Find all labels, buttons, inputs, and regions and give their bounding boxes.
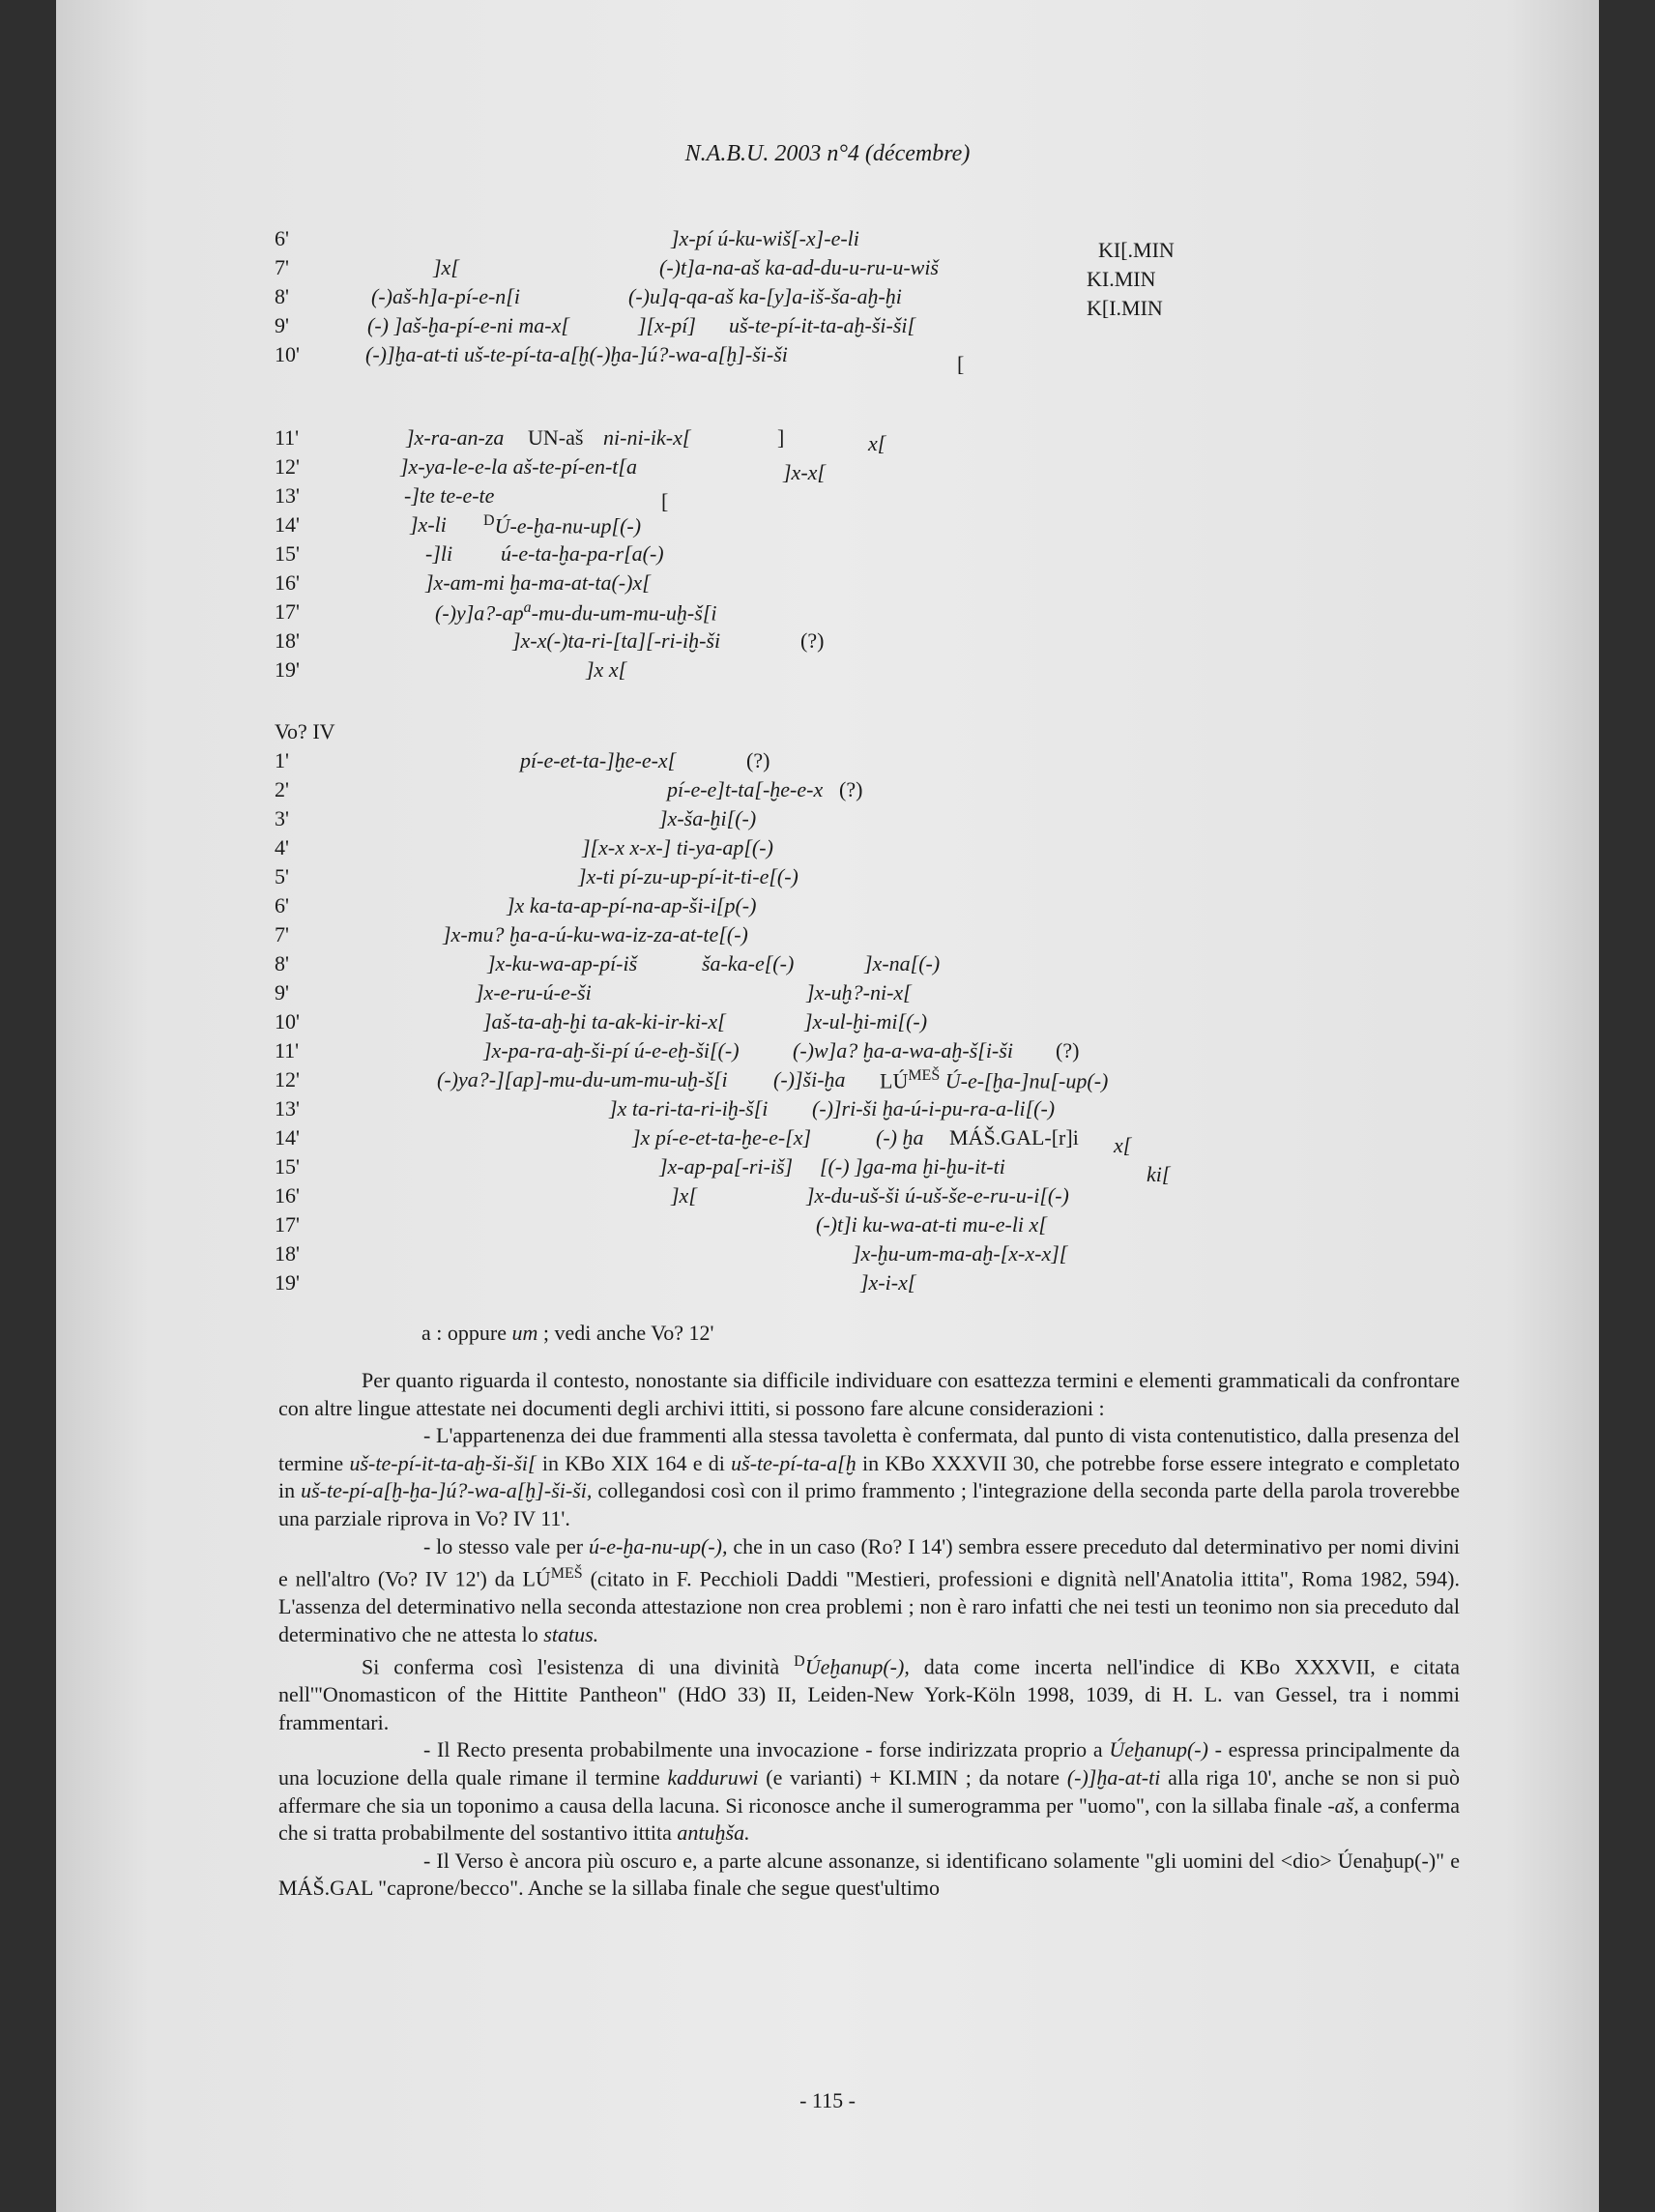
line-text: ]x-ku-wa-ap-pí-iš <box>487 951 638 975</box>
line-number: 15' <box>275 1154 300 1179</box>
line-text: (-)w]a? ḫa-a-wa-aḫ-š[i-ši <box>793 1038 1013 1062</box>
text-run: - L'appartenenza dei due frammenti alla stessa tavoletta è confermata, dal punto di vista contenutistico, dalla presenza del termine <box>278 1423 1460 1475</box>
line-number: 12' <box>275 1067 300 1091</box>
divine-determinative: D <box>483 512 495 529</box>
line-text: (?) <box>800 628 825 653</box>
line-text: ]x ka-ta-ap-pí-na-ap-ši-i[p(-) <box>507 893 757 917</box>
line-text: ]x x[ <box>586 657 627 682</box>
line-number: 19' <box>275 1270 300 1295</box>
journal-header: N.A.B.U. 2003 n°4 (décembre) <box>684 141 971 166</box>
line-number: 7' <box>275 255 289 279</box>
document-page <box>56 0 1599 2212</box>
line-number: 17' <box>275 1212 300 1237</box>
line-number: 19' <box>275 657 300 682</box>
line-text <box>435 599 717 626</box>
line-text: K[I.MIN <box>1087 296 1163 320</box>
line-number: 10' <box>275 342 300 366</box>
line-text: ]x-ḫu-um-ma-aḫ-[x-x-x][ <box>853 1241 1068 1266</box>
line-text: ]x-am-mi ḫa-ma-at-ta(-)x[ <box>425 570 651 595</box>
line-text <box>483 512 641 538</box>
text-run: a conferma che si tratta probabilmente del sostantivo ittita <box>278 1792 1461 1846</box>
line-text: ] <box>777 425 785 450</box>
line-number: 16' <box>275 1183 300 1208</box>
line-text: (-)u]q-qa-aš ka-[y]a-iš-ša-aḫ-ḫi <box>628 284 902 308</box>
text-run: - Il Recto presenta probabilmente una invocazione - forse indirizzata proprio a <box>423 1737 1103 1762</box>
line-text: [ <box>957 352 965 376</box>
line-text: (?) <box>746 748 770 772</box>
line-text: ]aš-ta-aḫ-ḫi ta-ak-ki-ir-ki-x[ <box>483 1009 726 1033</box>
line-text: (-) ]aš-ḫa-pí-e-ni ma-x[ <box>367 313 569 337</box>
line-text: [(-) ]ga-ma ḫi-ḫu-it-ti <box>820 1154 1005 1179</box>
line-text: ]x-ap-pa[-ri-iš] <box>659 1154 794 1179</box>
line-number: 4' <box>275 835 289 859</box>
line-number: 16' <box>275 570 300 595</box>
superscript: D <box>794 1653 805 1671</box>
line-number: 17' <box>275 599 300 624</box>
footnote-rest: ; vedi anche Vo? 12' <box>542 1321 714 1345</box>
line-text: x[ <box>1114 1133 1132 1157</box>
line-text: uš-te-pí-it-ta-aḫ-ši-ši[ <box>729 313 916 337</box>
line-number: 13' <box>275 1096 300 1121</box>
line-number: 3' <box>275 806 289 830</box>
paragraph <box>278 1422 1460 1532</box>
line-text: (-)]ši-ḫa <box>773 1067 846 1091</box>
text-run: alla riga 10', anche se non si può affermare che sia un toponimo a causa della lacuna. Si riconosce anche il sumerogramma per "uomo", con la sillaba finale <box>278 1764 1461 1818</box>
text-run: collegandosi così con il primo frammento ; l'integrazione della seconda parte della parola troverebbe una parziale riprova in Vo? IV 11'. <box>278 1478 1461 1530</box>
transliteration: uš-te-pí-ta-a[ḫ <box>731 1450 857 1475</box>
footnote-label: a : oppure <box>421 1321 507 1345</box>
text-run: in KBo XIX 164 e di <box>541 1450 725 1475</box>
line-text: KI[.MIN <box>1098 238 1175 262</box>
line-number: 14' <box>275 1125 300 1150</box>
verso-heading: Vo? IV <box>275 719 335 743</box>
line-text: x[ <box>868 431 886 455</box>
line-text: ]x-mu? ḫa-a-ú-ku-wa-iz-za-at-te[(-) <box>443 922 748 946</box>
text-run: in KBo XXXVII 30, che potrebbe forse essere integrato e completato in <box>278 1450 1461 1503</box>
line-text: -]li <box>425 541 453 566</box>
line-text: (-)t]i ku-wa-at-ti mu-e-li x[ <box>816 1212 1047 1237</box>
line-number: 11' <box>275 1038 300 1062</box>
paragraph: Per quanto riguarda il contesto, nonostante sia difficile individuare con esattezza termini e elementi grammaticali da confrontare con altre lingue attestate nei documenti degli archivi ittiti, si possono fare alcune considerazioni : <box>278 1368 1460 1420</box>
transliteration: -aš, <box>1327 1792 1359 1818</box>
determinative: LÚ <box>880 1068 909 1093</box>
line-fragment: -mu-du-um-mu-uḫ-š[i <box>531 600 717 626</box>
superscript: a <box>523 599 532 616</box>
line-text: -]te te-e-te <box>404 483 495 508</box>
line-text: ]x-uḫ?-ni-x[ <box>806 980 912 1004</box>
line-number: 8' <box>275 284 289 308</box>
text-run: Si conferma così l'esistenza di una divinità <box>362 1654 780 1679</box>
line-text: (-) ḫa <box>876 1125 924 1150</box>
superscript: MEŠ <box>550 1565 583 1583</box>
commentary-text <box>278 1367 1460 1903</box>
line-number: 8' <box>275 951 289 975</box>
line-text: pí-e-et-ta-]ḫe-e-x[ <box>520 748 677 772</box>
line-text: ]x-pí ú-ku-wiš[-x]-e-li <box>671 226 859 250</box>
text-run: (citato in F. Pecchioli Daddi "Mestieri, professioni e dignità nell'Anatolia ittita", Roma 1982, 594). L'assenza del determinativo nella seconda attestazione non crea problemi ; non è raro infatti che nei testi un teonimo non sia preceduto dal determinativo che ne attesta lo <box>278 1566 1461 1646</box>
line-number: 9' <box>275 980 289 1004</box>
divine-name: Ú-e-ḫa-nu-up[(-) <box>494 513 642 538</box>
line-number: 7' <box>275 922 289 946</box>
line-text: (-)ya?-][ap]-mu-du-um-mu-uḫ-š[i <box>437 1067 728 1091</box>
text-run: - lo stesso vale per <box>423 1533 584 1558</box>
line-number: 6' <box>275 226 289 250</box>
line-text: ]x ta-ri-ta-ri-iḫ-š[i <box>609 1096 769 1121</box>
transliteration: status. <box>543 1621 599 1646</box>
line-number: 11' <box>275 425 300 450</box>
line-text: ]x-ya-le-e-la aš-te-pí-en-t[a <box>400 454 637 479</box>
line-number: 13' <box>275 483 300 508</box>
line-text: ]x-ti pí-zu-up-pí-it-ti-e[(-) <box>578 864 798 888</box>
line-number: 12' <box>275 454 300 479</box>
line-text: ]x-e-ru-ú-e-ši <box>476 980 592 1004</box>
transliteration: (-)]ḫa-at-ti <box>1066 1764 1161 1790</box>
page-number: - 115 - <box>799 2088 856 2112</box>
text-run: data come incerta nell'indice di KBo XXXVII, e citata nell'"Onomasticon of the Hittite Pantheon" (HdO 33) II, Leiden-New York-Köln 1998, 1039, di H. L. van Gessel, tra i nommi frammentari. <box>278 1654 1461 1734</box>
paragraph <box>278 1736 1460 1847</box>
line-text: pí-e-e]t-ta[-ḫe-e-x <box>667 777 824 801</box>
paragraph <box>278 1648 1460 1736</box>
line-text: ni-ni-ik-x[ <box>603 425 691 450</box>
line-text: ]x-du-uš-ši ú-uš-še-e-ru-u-i[(-) <box>806 1183 1069 1208</box>
transliteration: antuḫša. <box>677 1820 750 1846</box>
transliteration: ú-e-ḫa-nu-up(-), <box>588 1533 728 1558</box>
line-text: ][x-x x-x-] ti-ya-ap[(-) <box>582 835 773 859</box>
line-text: ]x-ra-an-za <box>406 425 505 450</box>
line-text: ]x-i-x[ <box>860 1270 916 1295</box>
line-text: ]x-pa-ra-aḫ-ši-pí ú-e-eḫ-ši[(-) <box>483 1038 740 1062</box>
line-number: 10' <box>275 1009 300 1033</box>
line-text: ki[ <box>1147 1162 1171 1186</box>
transliteration: Úeḫanup(-), <box>804 1654 910 1679</box>
line-number: 5' <box>275 864 289 888</box>
line-text: ]x-ul-ḫi-mi[(-) <box>804 1009 928 1033</box>
line-text: (-)t]a-na-aš ka-ad-du-u-ru-u-wiš <box>659 255 939 279</box>
footnote <box>421 1321 714 1346</box>
line-text: ]x-na[(-) <box>864 951 941 975</box>
line-text: ][x-pí] <box>638 313 696 337</box>
line-number: 6' <box>275 893 289 917</box>
transliteration: uš-te-pí-a[ḫ-ḫa-]ú?-wa-a[ḫ]-ši-ši, <box>301 1478 593 1503</box>
transliteration: kadduruwi <box>667 1764 759 1790</box>
line-text: UN-aš <box>528 425 584 450</box>
line-text: ]x-x[ <box>783 460 826 484</box>
transliteration: Úeḫanup(-) <box>1109 1737 1208 1762</box>
line-number: 9' <box>275 313 289 337</box>
line-number: 18' <box>275 628 300 653</box>
line-text: (?) <box>1056 1038 1080 1062</box>
text-run: (e varianti) + KI.MIN ; da notare <box>766 1764 1060 1790</box>
transliteration: uš-te-pí-it-ta-aḫ-ši-ši[ <box>349 1450 537 1475</box>
text-run: - espressa principalmente da una locuzione della quale rimane il termine <box>278 1737 1461 1790</box>
line-text <box>880 1067 1108 1093</box>
line-text: ]x-x(-)ta-ri-[ta][-ri-iḫ-ši <box>512 628 721 653</box>
paragraph: - Il Verso è ancora più oscuro e, a parte alcune assonanze, si identificano solamente "gli uomini del <dio> Úenaḫup(-)" e MÁŠ.GAL "caprone/becco". Anche se la sillaba finale che segue quest'ultimo <box>278 1848 1460 1901</box>
line-text: ]x-li <box>410 512 447 537</box>
line-number: 14' <box>275 512 300 537</box>
line-text: ]x[ <box>671 1183 697 1208</box>
line-text: ]x[ <box>433 255 459 279</box>
line-text: ú-e-ta-ḫa-pa-r[a(-) <box>501 541 664 566</box>
text-run: che in un caso (Ro? I 14') sembra essere preceduto dal determinativo per nomi divini e nell'altro (Vo? IV 12') da LÚ <box>278 1533 1460 1591</box>
line-text: [ <box>661 489 669 513</box>
line-text: (-)]ḫa-at-ti uš-te-pí-ta-a[ḫ(-)ḫa-]ú?-wa-a[ḫ]-ši-ši <box>365 342 788 366</box>
paragraph <box>278 1533 1460 1649</box>
line-text: MÁŠ.GAL-[r]i <box>949 1125 1079 1150</box>
line-text: ]x-ša-ḫi[(-) <box>659 806 757 830</box>
line-number: 2' <box>275 777 289 801</box>
line-text: ]x pí-e-et-ta-ḫe-e-[x] <box>632 1125 812 1150</box>
line-text: (-)aš-h]a-pí-e-n[i <box>371 284 520 308</box>
line-text: KI.MIN <box>1087 267 1156 291</box>
line-text: ša-ka-e[(-) <box>702 951 795 975</box>
line-text: (?) <box>839 777 863 801</box>
footnote-word: um <box>511 1321 538 1345</box>
line-text: (-)]ri-ši ḫa-ú-i-pu-ra-a-li[(-) <box>812 1096 1056 1121</box>
line-number: 1' <box>275 748 289 772</box>
line-number: 18' <box>275 1241 300 1266</box>
divine-name: Ú-e-[ḫa-]nu[-up(-) <box>944 1068 1109 1093</box>
line-number: 15' <box>275 541 300 566</box>
line-fragment: (-)y]a?-ap <box>435 600 524 626</box>
superscript: MEŠ <box>908 1067 941 1084</box>
